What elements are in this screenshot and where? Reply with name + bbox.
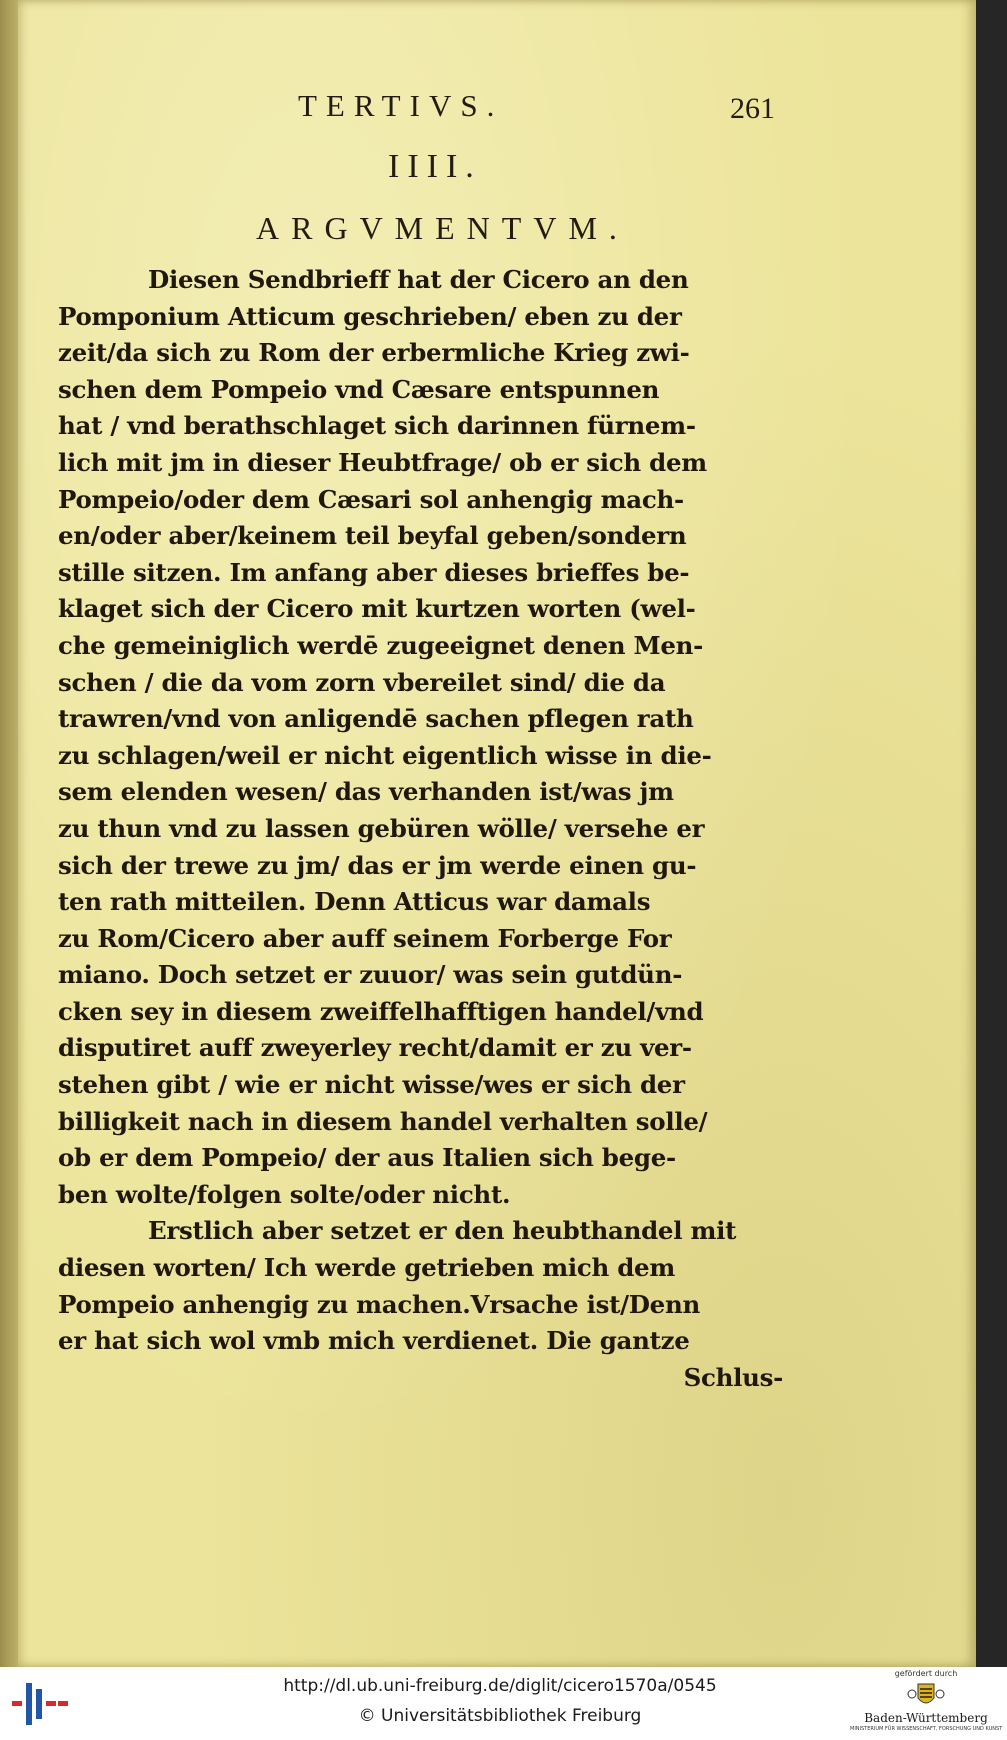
- text-line: sem elenden wesen/ das verhanden ist/was jm: [58, 777, 674, 807]
- text-line: billigkeit nach in diesem handel verhalten solle/: [58, 1106, 708, 1136]
- text-line: Pomponium Atticum geschrieben/ eben zu der: [58, 301, 682, 331]
- body-text: [58, 262, 783, 1396]
- book-page: [18, 0, 976, 1667]
- copyright-notice: © Universitätsbibliothek Freiburg: [358, 1706, 642, 1726]
- text-line: trawren/vnd von anligendē sachen pflegen rath: [58, 704, 694, 734]
- running-head: TERTIVS.: [298, 88, 504, 123]
- text-line: zu schlagen/weil er nicht eigentlich wisse in die-: [58, 740, 712, 770]
- text-line: disputiret auff zweyerley recht/damit er zu ver-: [58, 1033, 692, 1063]
- section-heading: ARGVMENTVM.: [256, 210, 629, 246]
- text-line: stille sitzen. Im anfang aber dieses brieffes be-: [58, 557, 690, 587]
- catchword: Schlus-: [683, 1362, 783, 1392]
- text-line: Pompeio anhengig zu machen.Vrsache ist/Denn: [58, 1289, 700, 1319]
- text-line: diesen worten/ Ich werde getrieben mich dem: [58, 1253, 675, 1283]
- page-number: 261: [730, 92, 775, 125]
- text-line: sich der trewe zu jm/ das er jm werde einen gu-: [58, 850, 697, 880]
- text-line: Pompeio/oder dem Cæsari sol anhengig mach-: [58, 484, 684, 514]
- text-line: Diesen Sendbrieff hat der Cicero an den: [148, 265, 689, 294]
- university-logo-icon: [12, 1681, 68, 1727]
- text-line: lich mit jm in dieser Heubtfrage/ ob er sich dem: [58, 447, 707, 477]
- text-line: cken sey in diesem zweiffelhafftigen handel/vnd: [58, 996, 704, 1026]
- text-line: er hat sich wol vmb mich verdienet. Die gantze: [58, 1326, 690, 1356]
- chapter-number: IIII.: [388, 148, 482, 185]
- text-line: hat / vnd berathschlaget sich darinnen fürnem-: [58, 411, 696, 441]
- text-line: ten rath mitteilen. Denn Atticus war damals: [58, 887, 651, 917]
- text-line: stehen gibt / wie er nicht wisse/wes er sich der: [58, 1070, 685, 1100]
- text-line: en/oder aber/keinem teil beyfal geben/sondern: [58, 521, 687, 551]
- viewer-footer: [0, 1667, 1007, 1740]
- text-line: klaget sich der Cicero mit kurtzen worten (wel-: [58, 594, 696, 624]
- text-line: zu Rom/Cicero aber auff seinem Forberge For: [58, 923, 672, 953]
- text-line: zeit/da sich zu Rom der erbermliche Krieg zwi-: [58, 338, 690, 368]
- sponsor-label: gefördert durch: [894, 1669, 958, 1678]
- text-line: ben wolte/folgen solte/oder nicht.: [58, 1179, 511, 1209]
- sponsor-subtitle: MINISTERIUM FÜR WISSENSCHAFT, FORSCHUNG UND KUNST: [850, 1726, 1003, 1732]
- sponsor-name: Baden-Württemberg: [864, 1711, 988, 1725]
- text-line: miano. Doch setzet er zuuor/ was sein gutdün-: [58, 960, 683, 990]
- text-line: schen dem Pompeio vnd Cæsare entspunnen: [58, 374, 660, 404]
- sponsor-block: [850, 1669, 1002, 1739]
- state-crest-icon: [906, 1680, 946, 1710]
- text-line: Erstlich aber setzet er den heubthandel mit: [148, 1216, 737, 1246]
- text-line: che gemeiniglich werdē zugeeignet denen Men-: [58, 630, 704, 660]
- text-line: zu thun vnd zu lassen gebüren wölle/ versehe er: [58, 813, 705, 843]
- scan-background: [976, 0, 1007, 1667]
- source-url[interactable]: http://dl.ub.uni-freiburg.de/diglit/cicero1570a/0545: [283, 1676, 717, 1696]
- text-line: schen / die da vom zorn vbereilet sind/ die da: [58, 667, 666, 697]
- text-line: ob er dem Pompeio/ der aus Italien sich bege-: [58, 1143, 676, 1173]
